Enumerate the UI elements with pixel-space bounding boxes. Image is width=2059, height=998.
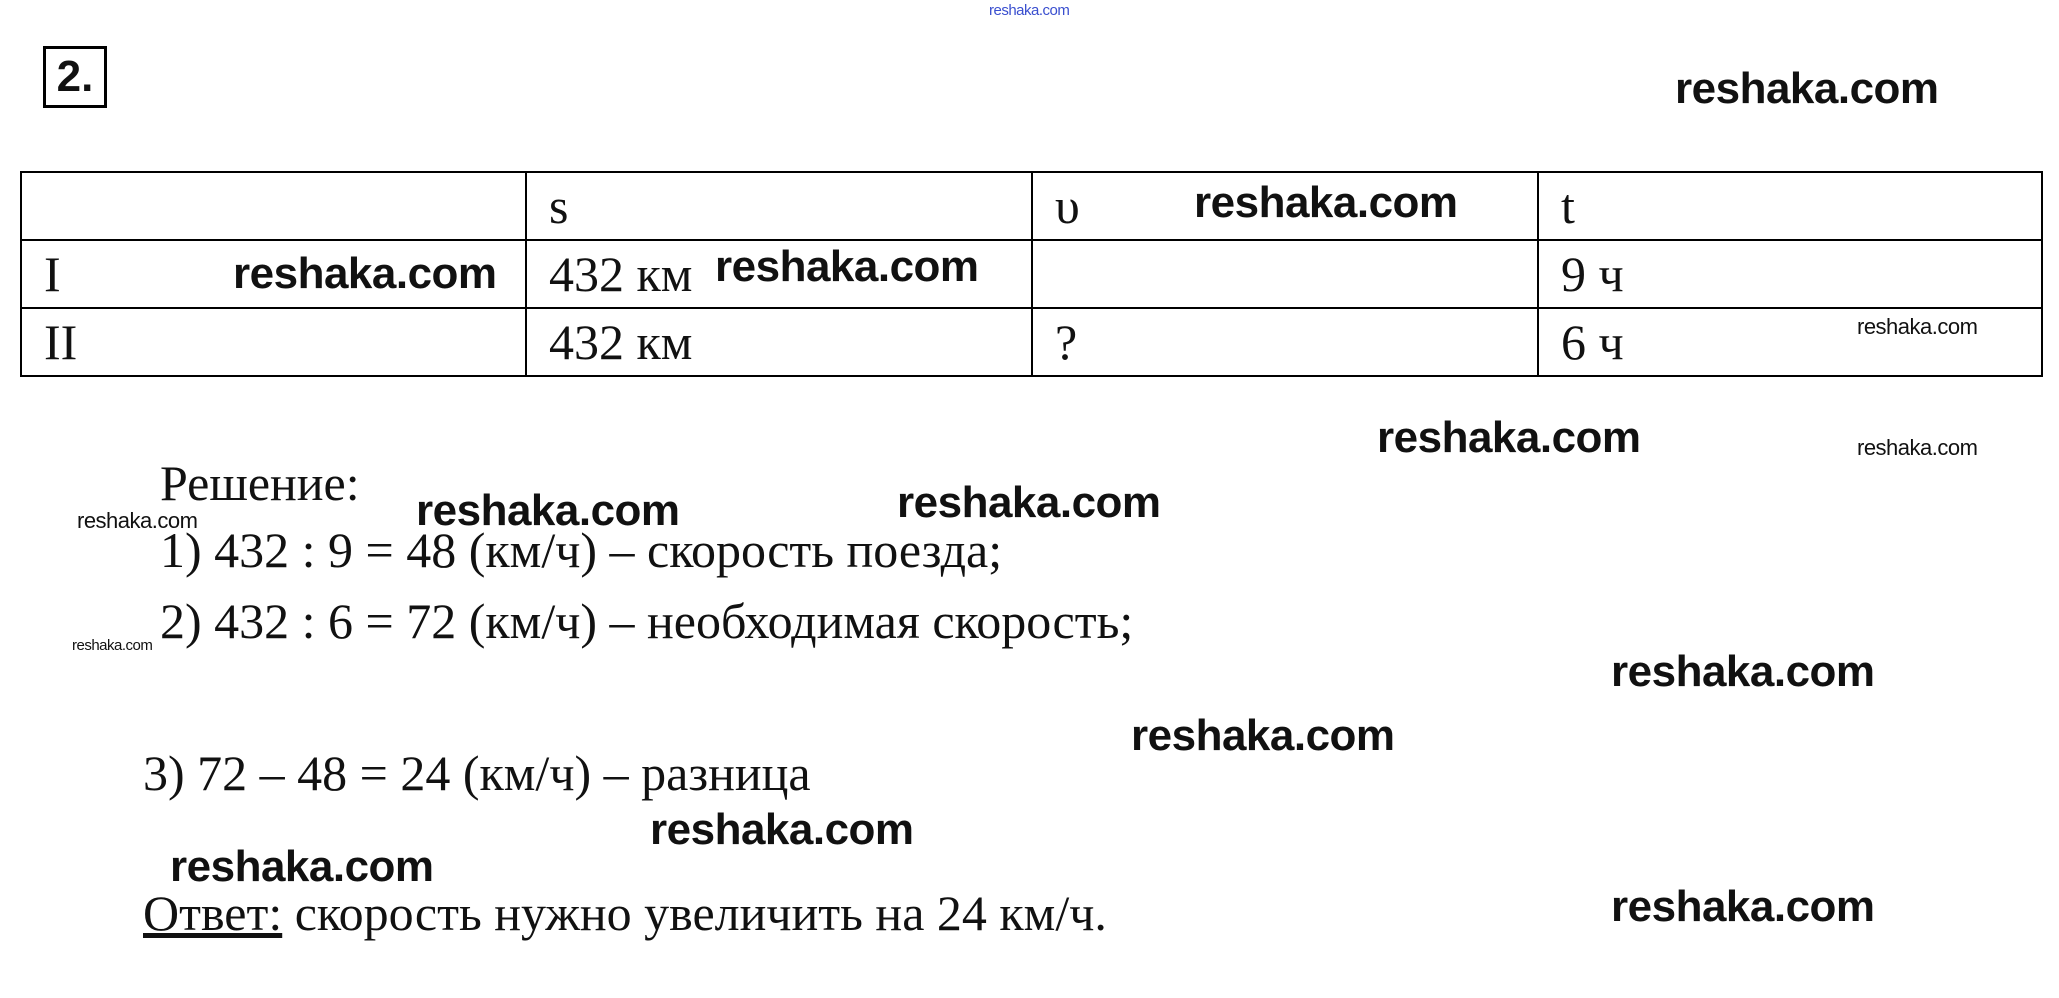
answer-text: скорость нужно увеличить на 24 км/ч. <box>282 885 1107 941</box>
answer-line <box>143 885 1107 941</box>
table-cell: 6 ч <box>1538 308 2042 376</box>
answer-label: Ответ: <box>143 885 283 941</box>
table-row <box>21 308 2042 376</box>
watermark: reshaka.com <box>897 478 1161 527</box>
watermark: reshaka.com <box>715 242 979 291</box>
watermark: reshaka.com <box>989 2 1070 19</box>
table-header-cell: t <box>1538 172 2042 240</box>
watermark: reshaka.com <box>650 805 914 854</box>
solution-step: 2) 432 : 6 = 72 (км/ч) – необходимая скорость; <box>160 593 1134 649</box>
solution-step: 1) 432 : 9 = 48 (км/ч) – скорость поезда; <box>160 522 1003 578</box>
table-header-cell <box>21 172 526 240</box>
watermark: reshaka.com <box>77 508 198 533</box>
watermark: reshaka.com <box>1194 178 1458 227</box>
table-cell: II <box>21 308 526 376</box>
watermark: reshaka.com <box>416 486 680 535</box>
watermark: reshaka.com <box>1857 314 1978 339</box>
table-header-cell: υ <box>1032 172 1538 240</box>
watermark: reshaka.com <box>1377 413 1641 462</box>
watermark: reshaka.com <box>1675 64 1939 113</box>
watermark: reshaka.com <box>1131 711 1395 760</box>
table-cell: 9 ч <box>1538 240 2042 308</box>
solution-title: Решение: <box>160 455 360 511</box>
table-cell: 432 км <box>526 240 1032 308</box>
table-header-cell: s <box>526 172 1032 240</box>
watermark: reshaka.com <box>72 637 153 654</box>
watermark: reshaka.com <box>1857 435 1978 460</box>
solution-step: 3) 72 – 48 = 24 (км/ч) – разница <box>143 745 811 801</box>
table-cell: 432 км <box>526 308 1032 376</box>
watermark: reshaka.com <box>233 249 497 298</box>
watermark: reshaka.com <box>170 842 434 891</box>
table-header-row <box>21 172 2042 240</box>
watermark: reshaka.com <box>1611 882 1875 931</box>
task-number: 2. <box>43 46 107 108</box>
watermark: reshaka.com <box>1611 647 1875 696</box>
table-cell <box>1032 240 1538 308</box>
table-cell: I <box>21 240 526 308</box>
table-cell: ? <box>1032 308 1538 376</box>
